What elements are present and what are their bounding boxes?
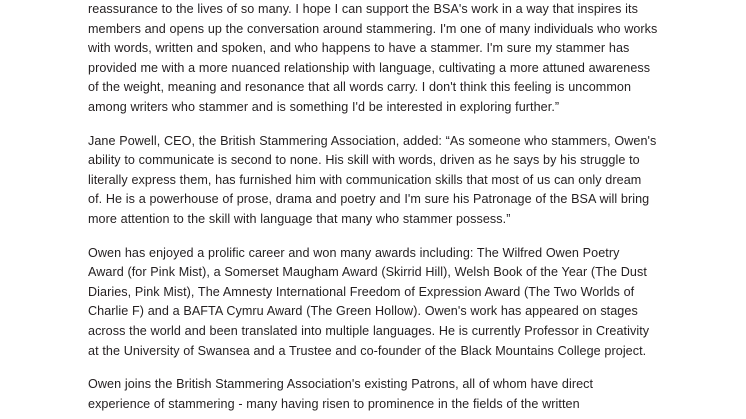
paragraph: Jane Powell, CEO, the British Stammering Association, added: “As someone who stammers, Owen's ability to communicate is second to none. His skill with words, driven as he says by his struggle to literally express them, has furnished him with communication skills that most of us can only dream of. He is a powerhouse of prose, drama and poetry and I'm sure his Patronage of the BSA will bring more attention to the skill with language that many who stammer possess.”	[88, 133, 657, 226]
paragraph: Owen has enjoyed a prolific career and won many awards including: The Wilfred Owen Poetry Award (for Pink Mist), a Somerset Maugham Award (Skirrid Hill), Welsh Book of the Year (The Dust Diaries, Pink Mist), The Amnesty International Freedom of Expression Award (The Two Worlds of Charlie F) and a BAFTA Cymru Award (The Green Hollow). Owen's work has appeared on stages across the world and been translated into multiple languages. He is currently Professor in Creativity at the University of Swansea and a Trustee and co-founder of the Black Mountains College project.	[88, 245, 650, 358]
paragraph: Owen joins the British Stammering Association's existing Patrons, all of whom have direct experience of stammering - many having risen to prominence in the fields of the written	[88, 377, 594, 411]
paragraph: reassurance to the lives of so many. I hope I can support the BSA's work in a way that inspires its members and opens up the conversation around stammering. I'm one of many individuals who works with words, written and spoken, and who happens to have a stammer. I'm sure my stammer has provided me with a more nuanced relationship with language, cultivating a more attuned awareness of the weight, meaning and resonance that all words carry. I don't think this feeling is uncommon among writers who stammer and is something I'd be interested in exploring further.”	[88, 2, 658, 114]
document-body	[88, 0, 658, 414]
